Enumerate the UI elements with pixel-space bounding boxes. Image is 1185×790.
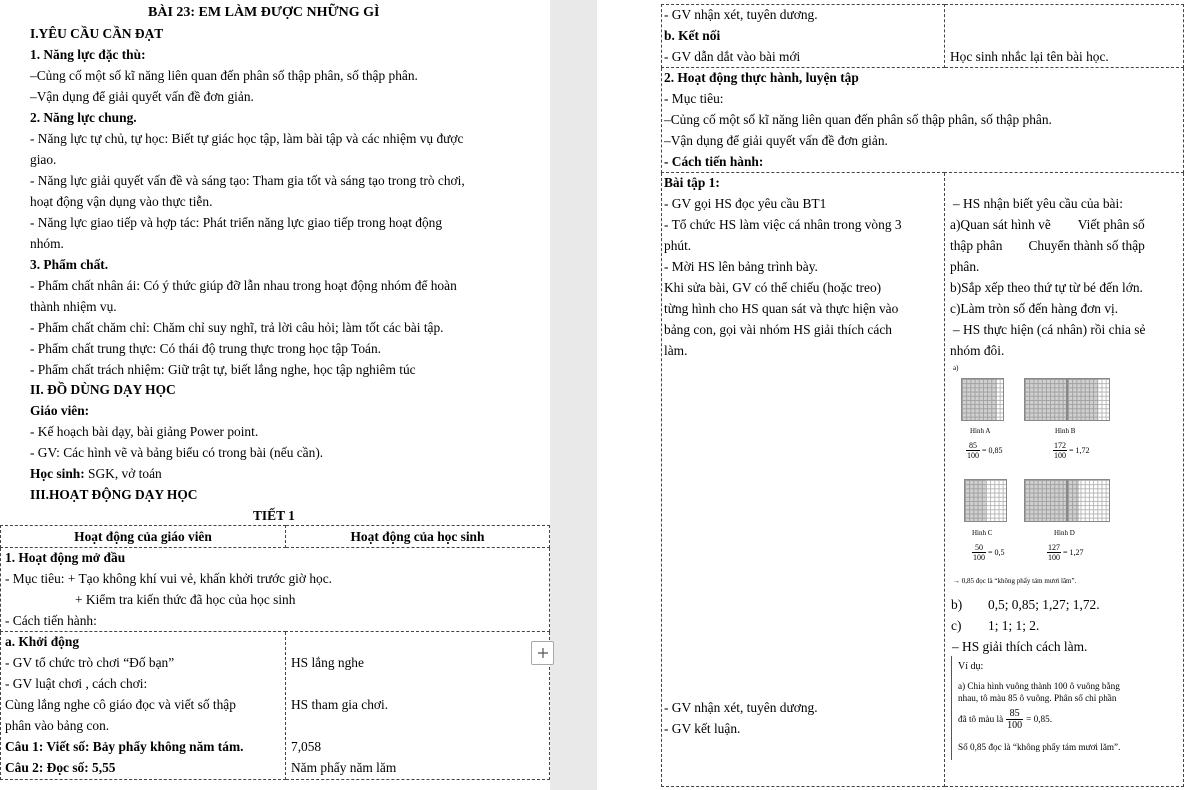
denominator: 100 xyxy=(1007,720,1023,731)
text-line xyxy=(958,693,1116,704)
text-line: nhóm. xyxy=(30,236,64,251)
text-line: - GV nhận xét, tuyên dương. xyxy=(664,700,818,715)
left-page xyxy=(0,0,550,790)
grid-shaded-area xyxy=(962,379,997,420)
numerator: 127 xyxy=(1048,543,1060,552)
denominator: 100 xyxy=(1054,451,1066,460)
denominator: 100 xyxy=(973,553,985,562)
shaded-count: 85 xyxy=(1008,693,1018,703)
fraction xyxy=(966,441,980,460)
fraction xyxy=(1053,441,1067,460)
answer-2: Năm phẩy năm lăm xyxy=(291,760,397,775)
denominator: 100 xyxy=(967,451,979,460)
text-line: - Cách tiến hành: xyxy=(5,613,97,628)
text-line: - Mời HS lên bảng trình bày. xyxy=(664,259,818,274)
section-heading-3: III.HOẠT ĐỘNG DẠY HỌC xyxy=(30,487,198,502)
numerator: 85 xyxy=(966,441,980,451)
text-line: bảng con, gọi vài nhóm HS giải thích cách xyxy=(664,322,892,337)
equation-b xyxy=(1053,441,1090,460)
example-box xyxy=(951,656,1172,760)
denominator: 100 xyxy=(1048,553,1060,562)
answer-c-value: 1; 1; 1; 2. xyxy=(988,618,1040,633)
figure-caption: Hình A xyxy=(970,427,991,435)
grid-figure-c xyxy=(964,479,1007,522)
text-line: –Củng cố một số kĩ năng liên quan đến phân số thập phân, số thập phân. xyxy=(30,68,418,83)
lesson-title: BÀI 23: EM LÀM ĐƯỢC NHỮNG GÌ xyxy=(148,5,380,20)
text-line: - GV luật chơi , cách chơi: xyxy=(5,676,148,691)
decimal-value: = 1,27 xyxy=(1063,548,1084,557)
column-header-teacher: Hoạt động của giáo viên xyxy=(1,526,286,548)
activity-table xyxy=(0,525,550,780)
text-line: thành nhiệm vụ. xyxy=(30,299,117,314)
text-line: –Vận dụng để giải quyết vấn đề đơn giản. xyxy=(30,89,254,104)
period-title: TIẾT 1 xyxy=(253,508,295,523)
text-line xyxy=(958,708,1052,731)
figure-caption: Hình C xyxy=(972,529,993,537)
text-line: - GV gọi HS đọc yêu cầu BT1 xyxy=(664,196,827,211)
numerator: 85 xyxy=(1006,708,1023,720)
grid-figure-a xyxy=(961,378,1004,421)
text-line: –Củng cố một số kĩ năng liên quan đến phân số thập phân, số thập phân. xyxy=(664,112,1052,127)
decimal-value: = 0,85 xyxy=(982,446,1003,455)
table-cell-teacher xyxy=(1,632,286,780)
text-line: Số 0,85 đọc là “không phẩy tám mươi lăm”. xyxy=(958,742,1121,752)
text-part: thập phân xyxy=(950,238,1003,253)
text-line: làm. xyxy=(664,343,688,358)
text-line: - Mục tiêu: + Tạo không khí vui vẻ, khấn khởi trước giờ học. xyxy=(5,571,332,586)
text-line: nhóm đôi. xyxy=(950,343,1005,358)
fraction xyxy=(972,543,986,562)
equation-d xyxy=(1047,543,1084,562)
fraction xyxy=(1006,708,1023,731)
text-line: - Tổ chức HS làm việc cá nhân trong vòng 3 xyxy=(664,217,902,232)
text-line: Cùng lắng nghe cô giáo đọc và viết số thập xyxy=(5,697,236,712)
decimal-value: = 0,85. xyxy=(1026,714,1053,724)
text-line: c)Làm tròn số đến hàng đơn vị. xyxy=(950,301,1119,316)
text-line: - Năng lực tự chủ, tự học: Biết tự giác học tập, làm bài tập và các nhiệm vụ được xyxy=(30,131,464,146)
text-line: - Năng lực giải quyết vấn đề và sáng tạo: Tham gia tốt và sáng tạo trong trò chơi, xyxy=(30,173,465,188)
student-line xyxy=(30,466,162,482)
text-line: - GV dẫn dắt vào bài mới xyxy=(664,49,801,64)
section-heading-2: II. ĐỒ DÙNG DẠY HỌC xyxy=(30,382,176,397)
grid-shaded-area xyxy=(1025,379,1066,420)
figure-caption: Hình D xyxy=(1054,529,1075,537)
grid-shaded-area xyxy=(1068,480,1079,521)
example-heading: Ví dụ: xyxy=(958,661,984,672)
figure-caption: Hình B xyxy=(1055,427,1076,435)
text-line: –Vận dụng để giải quyết vấn đề đơn giản. xyxy=(664,133,888,148)
text-line: - GV nhận xét, tuyên dương. xyxy=(664,7,818,22)
activity-heading: b. Kết nối xyxy=(664,28,721,43)
text-line: – HS giải thích cách làm. xyxy=(952,639,1088,654)
text-line: – HS thực hiện (cá nhân) rồi chia sẻ xyxy=(953,322,1146,337)
table-cell-teacher xyxy=(662,173,945,787)
grid-figure-b1 xyxy=(1024,378,1067,421)
text-line: - Phẩm chất trung thực: Có thái độ trung thực trong học tập Toán. xyxy=(30,341,382,356)
text-part: nhau, tô màu xyxy=(958,693,1006,703)
text-line: – HS nhận biết yêu cầu của bài: xyxy=(953,196,1123,211)
grid-shaded-area xyxy=(1025,480,1066,521)
answer-c-label: c) xyxy=(951,618,962,633)
answer-b-label: b) xyxy=(951,597,963,612)
numerator: 172 xyxy=(1054,441,1066,450)
decimal-value: = 1,72 xyxy=(1069,446,1090,455)
question-2: Câu 2: Đọc số: 5,55 xyxy=(5,760,116,775)
text-line xyxy=(950,238,1145,254)
text-line: HS lắng nghe xyxy=(291,655,364,670)
section-heading-1: I.YÊU CẦU CẦN ĐẠT xyxy=(30,26,164,41)
grid-shaded-area xyxy=(1068,379,1098,420)
grid-figure-b2 xyxy=(1067,378,1110,421)
numerator: 50 xyxy=(972,543,986,553)
text-line: - Phẩm chất chăm chỉ: Chăm chỉ suy nghĩ, trả lời câu hỏi; làm tốt các bài tập. xyxy=(30,320,444,335)
text-line: + Kiểm tra kiến thức đã học của học sinh xyxy=(75,592,296,607)
heading-general-competence: 2. Năng lực chung. xyxy=(30,110,137,125)
text-line: - GV kết luận. xyxy=(664,721,741,736)
text-part: đã tô màu là xyxy=(958,714,1004,724)
plus-icon xyxy=(537,647,549,659)
activity-heading: a. Khởi động xyxy=(5,634,80,649)
text-part: a)Quan sát hình vẽ xyxy=(950,217,1051,232)
text-line xyxy=(950,217,1145,233)
fraction xyxy=(1047,543,1061,562)
text-line: - Cách tiến hành: xyxy=(664,154,764,169)
add-content-button[interactable] xyxy=(531,641,554,665)
answer-1: 7,058 xyxy=(291,739,322,754)
column-header-student: Hoạt động của học sinh xyxy=(286,526,550,548)
equation-c xyxy=(972,543,1005,562)
text-line: Khi sửa bài, GV có thể chiếu (hoặc treo) xyxy=(664,280,882,295)
grid-figure-d2 xyxy=(1067,479,1110,522)
text-line: phân. xyxy=(950,259,980,274)
text-part: Viết phân số xyxy=(1077,217,1145,232)
text-line: Học sinh nhắc lại tên bài học. xyxy=(950,49,1109,64)
table-cell-student xyxy=(286,632,550,780)
text-line: - Mục tiêu: xyxy=(664,91,724,106)
decimal-value: = 0,5 xyxy=(988,548,1005,557)
text-line: a) Chia hình vuông thành 100 ô vuông bằng xyxy=(958,681,1120,691)
heading-teacher: Giáo viên: xyxy=(30,403,90,418)
grid-figure-d1 xyxy=(1024,479,1067,522)
heading-qualities: 3. Phẩm chất. xyxy=(30,257,109,272)
reading-note: → 0,85 đọc là “không phẩy tám mươi lăm”. xyxy=(953,577,1077,585)
text-line: - Phẩm chất trách nhiệm: Giữ trật tự, biết lắng nghe, học tập nghiêm túc xyxy=(30,362,416,377)
text-part: Chuyển thành số thập xyxy=(1028,238,1145,253)
text-line: - Kế hoạch bài dạy, bài giảng Power point. xyxy=(30,424,259,439)
text-line: từng hình cho HS quan sát và thực hiện vào xyxy=(664,301,899,316)
table-cell-teacher xyxy=(662,5,945,68)
text-line: hoạt động vận dụng vào thực tiễn. xyxy=(30,194,213,209)
activity-heading: 2. Hoạt động thực hành, luyện tập xyxy=(664,70,859,85)
text-line: - GV tổ chức trò chơi “Đố bạn” xyxy=(5,655,175,670)
exercise-heading: Bài tập 1: xyxy=(664,175,720,190)
heading-student: Học sinh: xyxy=(30,466,85,481)
table-row xyxy=(1,548,550,632)
table-row xyxy=(662,68,1184,173)
text-part: ô vuông. Phân số chỉ phần xyxy=(1019,693,1117,703)
heading-specific-competence: 1. Năng lực đặc thù: xyxy=(30,47,146,62)
text-line: - GV: Các hình vẽ và bảng biểu có trong bài (nếu cần). xyxy=(30,445,324,460)
text-line: - Năng lực giao tiếp và hợp tác: Phát triển năng lực giao tiếp trong hoạt động xyxy=(30,215,443,230)
answer-b-value: 0,5; 0,85; 1,27; 1,72. xyxy=(988,597,1100,612)
text-line: giao. xyxy=(30,152,57,167)
text-line: HS tham gia chơi. xyxy=(291,697,389,712)
text-line: phân vào bảng con. xyxy=(5,718,110,733)
figure-label-a: a) xyxy=(953,364,959,372)
table-cell-student xyxy=(945,5,1184,68)
question-1: Câu 1: Viết số: Bảy phẩy không năm tám. xyxy=(5,739,244,754)
grid-shaded-area xyxy=(965,480,986,521)
activity-heading: 1. Hoạt động mở đầu xyxy=(5,550,126,565)
equation-a xyxy=(966,441,1003,460)
text-line: phút. xyxy=(664,238,692,253)
student-materials: SGK, vở toán xyxy=(88,466,162,481)
text-line: - Phẩm chất nhân ái: Có ý thức giúp đỡ lẫn nhau trong hoạt động nhóm để hoàn xyxy=(30,278,457,293)
text-line: b)Sắp xếp theo thứ tự từ bé đến lớn. xyxy=(950,280,1143,295)
